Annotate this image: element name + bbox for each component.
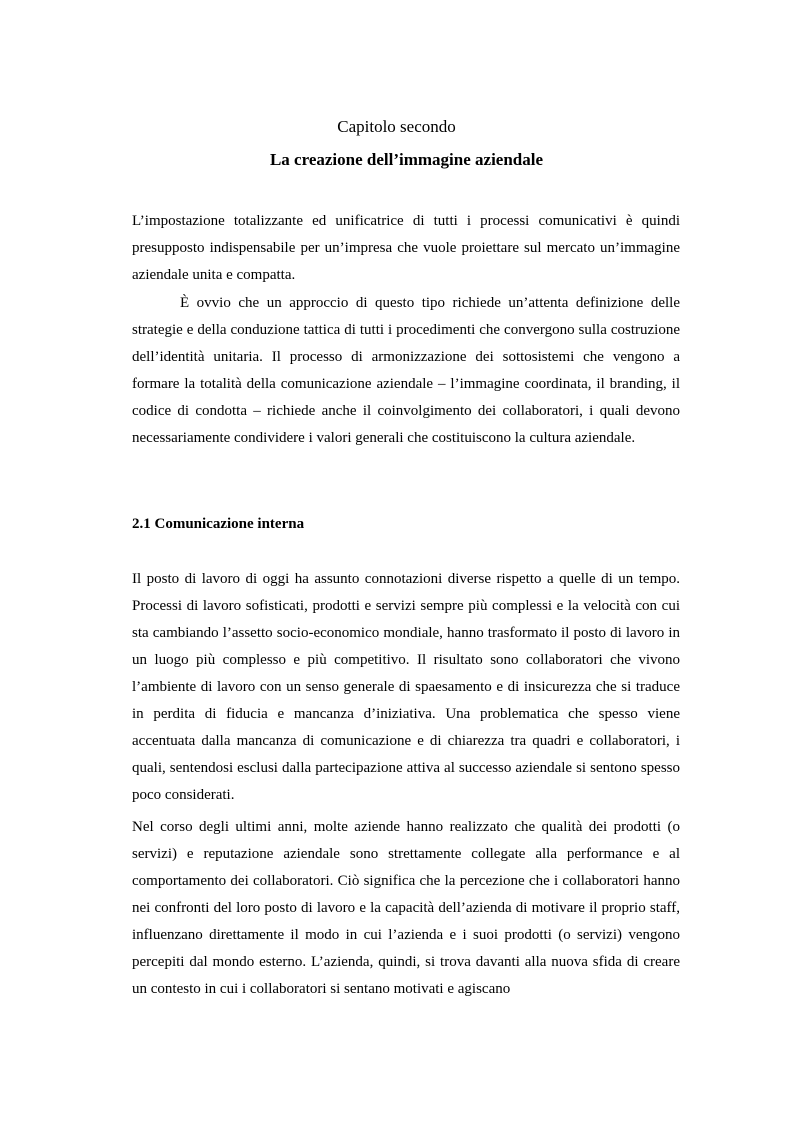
section-heading: 2.1 Comunicazione interna (132, 516, 305, 532)
paragraph-approach: È ovvio che un approccio di questo tipo richiede un’attenta definizione delle strategie e della conduzione tattica di tutti i procedimenti che convergono sulla costruzione dell’identità unitaria. Il processo di armonizzazione dei sottosistemi che vengono a formare la totalità della comunicazione aziendale – l’immagine coordinata, il branding, il codice di condotta – richiede anche il coinvolgimento dei collaboratori, i quali devono necessariamente condividere i valori generali che costituiscono la cultura aziendale. (132, 295, 680, 446)
paragraph-recent-years: Nel corso degli ultimi anni, molte aziende hanno realizzato che qualità dei prodotti (o servizi) e reputazione aziendale sono strettamente collegate alla performance e al comportamento dei collaboratori. Ciò significa che la percezione che i collaboratori hanno nei confronti del loro posto di lavoro e la capacità dell’azienda di motivare il proprio staff, influenzano direttamente il modo in cui l’azienda e i suoi prodotti (o servizi) vengono percepiti dal mondo esterno. L’azienda, quindi, si trova davanti alla nuova sfida di creare un contesto in cui i collaboratori si sentano motivati e agiscano (132, 819, 680, 997)
chapter-label: Capitolo secondo (337, 117, 456, 136)
paragraph-intro: L’impostazione totalizzante ed unificatrice di tutti i processi comunicativi è quindi presupposto indispensabile per un’impresa che vuole proiettare sul mercato un’immagine aziendale unita e compatta. (132, 213, 680, 283)
paragraph-workplace: Il posto di lavoro di oggi ha assunto connotazioni diverse rispetto a quelle di un tempo. Processi di lavoro sofisticati, prodotti e servizi sempre più complessi e la velocità con cui sta cambiando l’assetto socio-economico mondiale, hanno trasformato il posto di lavoro in un luogo più complesso e più competitivo. Il risultato sono collaboratori che vivono l’ambiente di lavoro con un senso generale di spaesamento e di insicurezza che si traduce in perdita di fiducia e mancanza d’iniziativa. Una problematica che spesso viene accentuata dalla mancanza di comunicazione e di chiarezza tra quadri e collaboratori, i quali, sentendosi esclusi dalla partecipazione attiva al successo aziendale si sentono spesso poco considerati. (132, 571, 680, 803)
chapter-title: La creazione dell’immagine aziendale (269, 150, 544, 169)
